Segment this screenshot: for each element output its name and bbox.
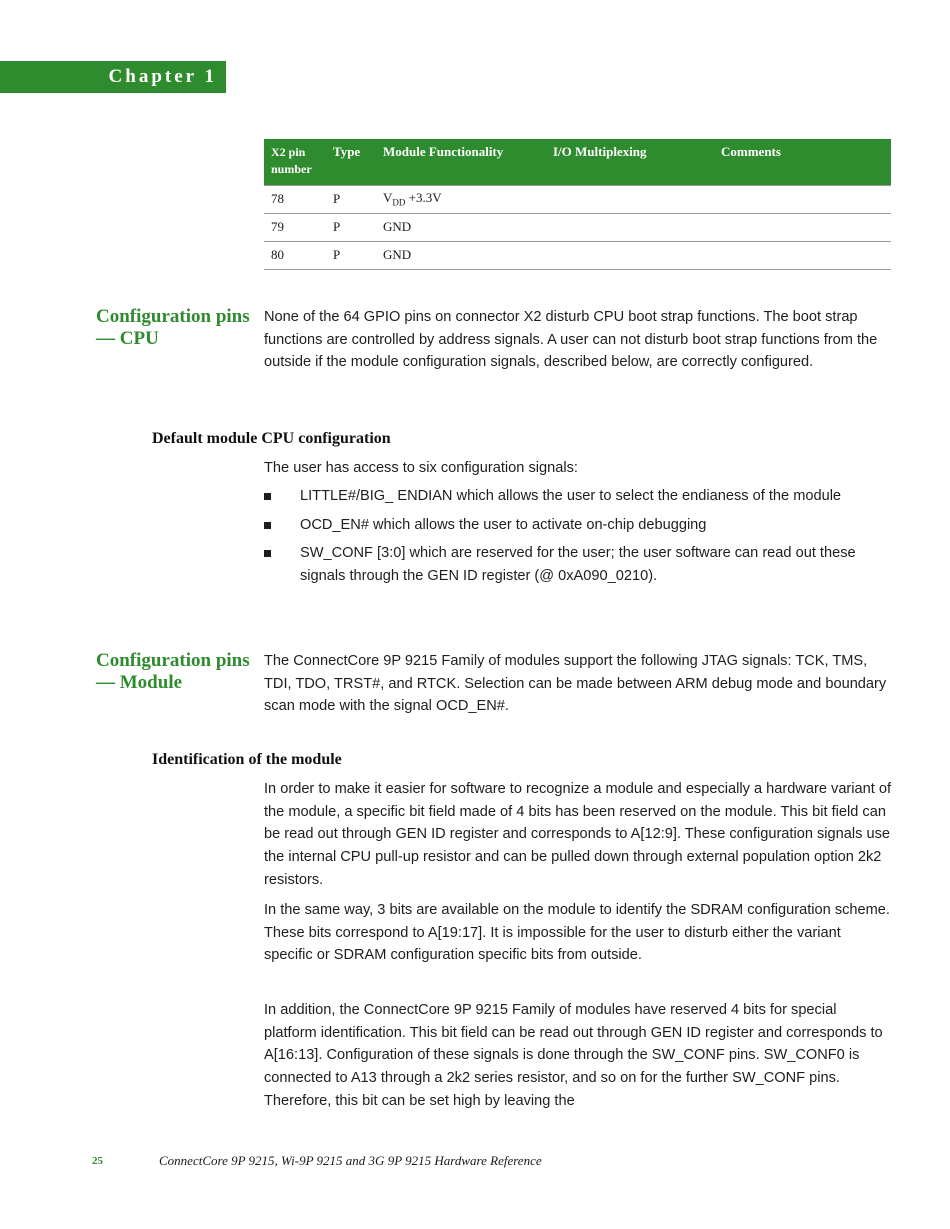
section-heading-module: Configuration pins — Module [96,650,250,693]
pin-table [264,139,891,270]
cell-comments [714,214,891,242]
subheading-default-config: Default module CPU configuration [152,430,391,447]
bullet-square-icon [264,493,271,500]
identification-paragraph: In the same way, 3 bits are available on the module to identify the SDRAM configuration scheme. These bits correspond to A[19:17]. It is impossible for the user to disturb either the variant specific or SDRAM configuration specific bits from outside. [264,902,890,964]
header-io-multiplexing: I/O Multiplexing [546,139,714,186]
bullet-square-icon [264,522,271,529]
table-row [264,214,891,242]
identification-paragraph: In order to make it easier for software to recognize a module and especially a hardware variant of the module, a specific bit field made of 4 bits has been reserved on the module. This bit field can be read out through GEN ID register and corresponds to A[12:9]. These configuration signals use the internal CPU pull-up resistor and can be pulled down through external population option 2k2 resistors. [264,781,892,888]
default-config-intro: The user has access to six configuration signals: [264,460,578,476]
cell-type: P [326,186,376,214]
cell-functionality: GND [376,214,546,242]
header-type: Type [326,139,376,186]
cell-comments [714,242,891,270]
cell-pin: 79 [264,214,326,242]
list-item [264,542,892,587]
cell-comments [714,186,891,214]
list-item-text: OCD_EN# which allows the user to activate on-chip debugging [300,516,707,533]
header-module-functionality: Module Functionality [376,139,546,186]
identification-paragraph: In addition, the ConnectCore 9P 9215 Family of modules have reserved 4 bits for special platform identification. This bit field can be read out through GEN ID register and corresponds to A[16:13]. Configuration of these signals is done through the SW_CONF pins. SW_CONF0 is connected to A13 through a 2k2 series resistor, and so on for the further SW_CONF pins. Therefore, this bit can be set high by leaving the [264,1002,883,1109]
func-subscript: DD [392,197,406,208]
footer-page-number: 25 [92,1155,103,1167]
cell-io-multiplexing [546,242,714,270]
cell-functionality [376,186,546,214]
section-body-cpu: None of the 64 GPIO pins on connector X2 disturb CPU boot strap functions. The boot strap functions are controlled by address signals. A user can not disturb boot strap functions from the outside if the module configuration signals, described below, are correctly configured. [264,309,878,371]
footer-doc-title: ConnectCore 9P 9215, Wi-9P 9215 and 3G 9P 9215 Hardware Reference [159,1153,542,1168]
cell-pin: 78 [264,186,326,214]
header-pin-number: X2 pin number [264,139,326,186]
cell-io-multiplexing [546,214,714,242]
section-body-module: The ConnectCore 9P 9215 Family of modules support the following JTAG signals: TCK, TMS, TDI, TDO, TRST#, and RTCK. Selection can be made between ARM debug mode and boundary scan mode with the signal OCD_EN#. [264,653,887,715]
table-row [264,242,891,270]
func-rest: +3.3V [405,190,442,206]
table-header-row [264,139,891,186]
header-comments: Comments [714,139,891,186]
config-signal-list [264,485,892,594]
cell-type: P [326,214,376,242]
bullet-square-icon [264,550,271,557]
table-row [264,186,891,214]
cell-pin: 80 [264,242,326,270]
cell-functionality: GND [376,242,546,270]
cell-io-multiplexing [546,186,714,214]
list-item-text: SW_CONF [3:0] which are reserved for the user; the user software can read out these signals through the GEN ID register (@ 0xA090_0210). [300,545,856,585]
subheading-identification: Identification of the module [152,751,342,768]
list-item-text: LITTLE#/BIG_ ENDIAN which allows the user to select the endianess of the module [300,488,842,504]
list-item [264,514,892,537]
section-heading-cpu: Configuration pins — CPU [96,306,250,349]
func-main: V [383,190,393,206]
chapter-tab: Chapter 1 [0,61,226,93]
cell-type: P [326,242,376,270]
list-item [264,485,892,508]
